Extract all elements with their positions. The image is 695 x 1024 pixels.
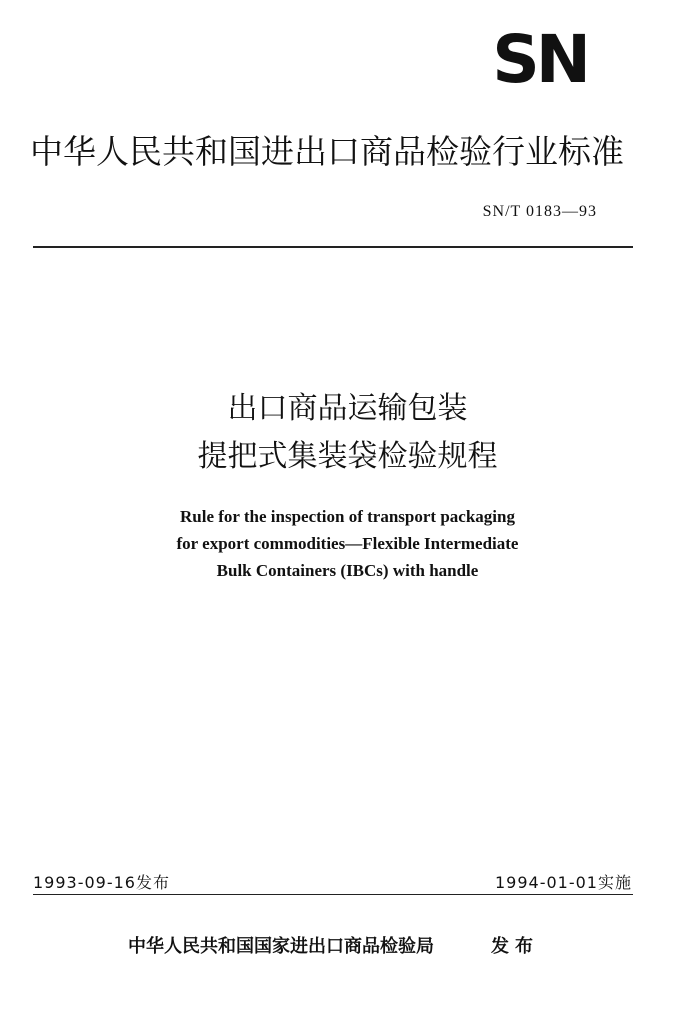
bottom-divider — [33, 894, 633, 895]
title-chinese-line-2: 提把式集装袋检验规程 — [197, 439, 498, 474]
sn-logo: SN — [492, 21, 587, 98]
title-english-line-3: Bulk Containers (IBCs) with handle — [216, 561, 479, 580]
standard-category: 中华人民共和国进出口商品检验行业标准 — [30, 132, 624, 171]
issue-date: 1993-09-16发布 — [33, 873, 170, 892]
title-chinese-line-1: 出口商品运输包装 — [227, 391, 468, 426]
publish-label: 发布 — [491, 936, 539, 957]
standard-number: SN/T 0183—93 — [482, 203, 597, 220]
title-english-line-1: Rule for the inspection of transport packaging — [180, 507, 515, 526]
title-english-line-2: for export commodities—Flexible Intermediate — [176, 534, 519, 553]
publisher-name: 中华人民共和国国家进出口商品检验局 — [128, 936, 434, 957]
implementation-date: 1994-01-01实施 — [495, 873, 632, 892]
top-divider — [33, 246, 633, 248]
